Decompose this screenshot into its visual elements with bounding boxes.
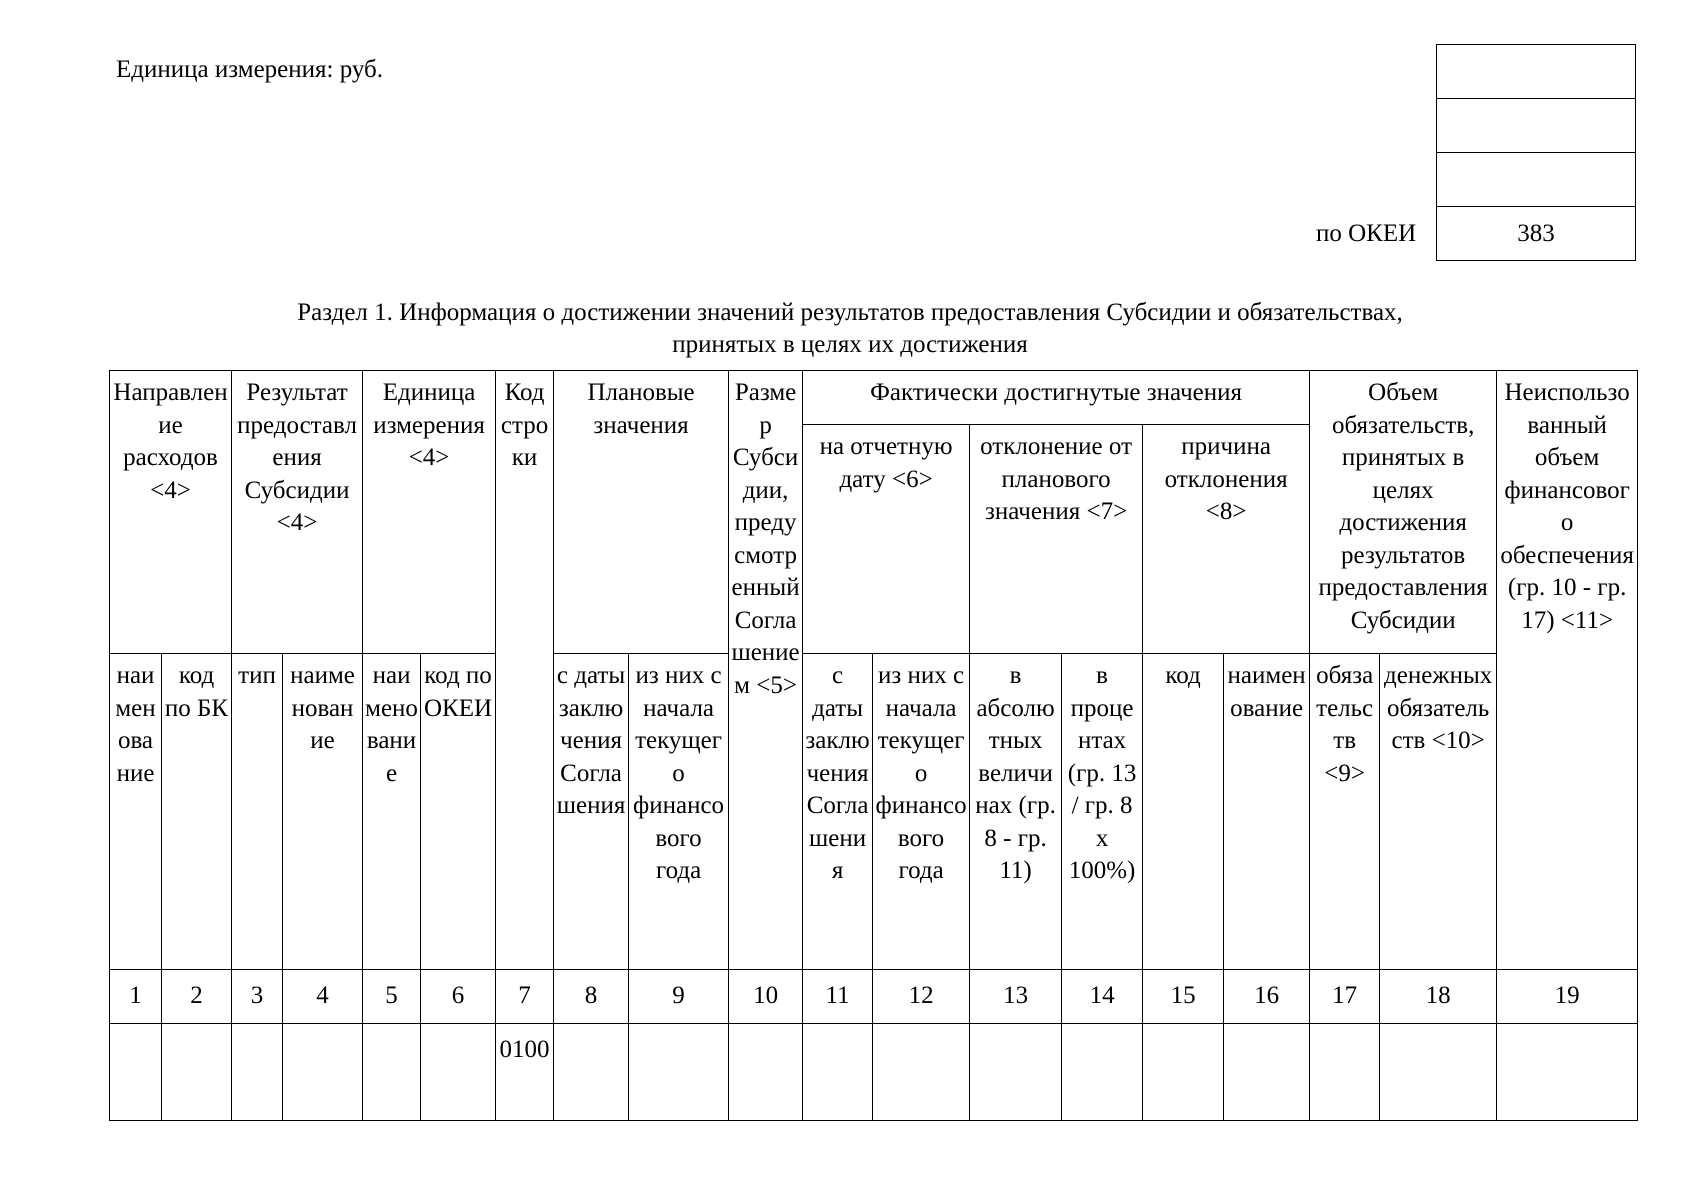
- okei-code-value: 383: [1437, 207, 1636, 261]
- header-bk-code: код по БК: [162, 654, 232, 970]
- data-cell: [803, 1024, 873, 1121]
- column-number: 4: [283, 970, 363, 1024]
- section-title: [100, 297, 1600, 361]
- header-reason-name: наименование: [1224, 654, 1310, 970]
- header-expense-name: наименование: [110, 654, 162, 970]
- column-number: 3: [232, 970, 283, 1024]
- header-result-type: тип: [232, 654, 283, 970]
- header-result-name: наименование: [283, 654, 363, 970]
- data-cell: [970, 1024, 1062, 1121]
- data-cell-line-code: 0100: [496, 1024, 554, 1121]
- column-number: 16: [1224, 970, 1310, 1024]
- header-deviation-percent: в процентах (гр. 13 / гр. 8 x 100%): [1062, 654, 1143, 970]
- okei-box-cell: [1437, 153, 1636, 207]
- okei-box-cell: [1437, 99, 1636, 153]
- header-line-code: Код строки: [496, 371, 554, 970]
- header-okei-code: код по ОКЕИ: [421, 654, 496, 970]
- results-table: [109, 370, 1638, 1121]
- data-cell: [629, 1024, 729, 1121]
- header-expense-direction: Направление расходов <4>: [110, 371, 232, 654]
- header-planned-from-year: из них с начала текущего финансового года: [629, 654, 729, 970]
- header-monetary-obligations: денежных обязательств <10>: [1380, 654, 1497, 970]
- okei-label: по ОКЕИ: [1316, 220, 1417, 247]
- data-cell: [363, 1024, 421, 1121]
- data-cell: [1380, 1024, 1497, 1121]
- header-reason-code: код: [1143, 654, 1224, 970]
- column-number: 9: [629, 970, 729, 1024]
- data-cell: [729, 1024, 803, 1121]
- header-planned-values: Плановые значения: [554, 371, 729, 654]
- data-cell: [873, 1024, 970, 1121]
- header-deviation-absolute: в абсолютных величинах (гр. 8 - гр. 11): [970, 654, 1062, 970]
- column-number: 12: [873, 970, 970, 1024]
- section-title-line-2: принятых в целях их достижения: [672, 331, 1028, 358]
- header-deviation: отклонение от планового значения <7>: [970, 425, 1143, 654]
- column-number: 1: [110, 970, 162, 1024]
- data-cell: [1062, 1024, 1143, 1121]
- data-cell: [232, 1024, 283, 1121]
- column-number: 6: [421, 970, 496, 1024]
- column-number: 15: [1143, 970, 1224, 1024]
- column-number: 10: [729, 970, 803, 1024]
- data-cell: [110, 1024, 162, 1121]
- header-unit-name: наименование: [363, 654, 421, 970]
- column-number: 14: [1062, 970, 1143, 1024]
- data-cell: [1310, 1024, 1380, 1121]
- column-number: 11: [803, 970, 873, 1024]
- column-number: 13: [970, 970, 1062, 1024]
- header-subsidy-size: Размер Субсидии, предусмотренный Соглашением <5>: [729, 371, 803, 970]
- data-cell: [1224, 1024, 1310, 1121]
- header-actual-on-date: на отчетную дату <6>: [803, 425, 970, 654]
- okei-box-cell: [1437, 45, 1636, 99]
- data-cell: [421, 1024, 496, 1121]
- header-actual-values: Фактически достигнутые значения: [803, 371, 1310, 425]
- column-number: 18: [1380, 970, 1497, 1024]
- header-actual-from-agreement: с даты заключения Соглашения: [803, 654, 873, 970]
- data-cell: [1143, 1024, 1224, 1121]
- header-obligations-col: обязательств <9>: [1310, 654, 1380, 970]
- header-unit: Единица измерения <4>: [363, 371, 496, 654]
- column-number: 17: [1310, 970, 1380, 1024]
- header-deviation-reason: причина отклонения <8>: [1143, 425, 1310, 654]
- data-cell: [554, 1024, 629, 1121]
- column-number: 8: [554, 970, 629, 1024]
- unit-of-measure-label: Единица измерения: руб.: [116, 56, 384, 83]
- column-number: 7: [496, 970, 554, 1024]
- header-obligations: Объем обязательств, принятых в целях достижения результатов предоставления Субсидии: [1310, 371, 1497, 654]
- header-actual-from-year: из них с начала текущего финансового года: [873, 654, 970, 970]
- column-number: 2: [162, 970, 232, 1024]
- header-planned-from-agreement: с даты заключения Соглашения: [554, 654, 629, 970]
- header-result: Результат предоставления Субсидии <4>: [232, 371, 363, 654]
- data-cell: [283, 1024, 363, 1121]
- data-cell: [162, 1024, 232, 1121]
- column-number: 5: [363, 970, 421, 1024]
- header-unused-volume: Неиспользованный объем финансового обеспечения (гр. 10 - гр. 17) <11>: [1497, 371, 1638, 970]
- okei-code-box: [1436, 44, 1636, 261]
- section-title-line-1: Раздел 1. Информация о достижении значений результатов предоставления Субсидии и обязательствах,: [297, 299, 1403, 326]
- data-cell: [1497, 1024, 1638, 1121]
- column-number: 19: [1497, 970, 1638, 1024]
